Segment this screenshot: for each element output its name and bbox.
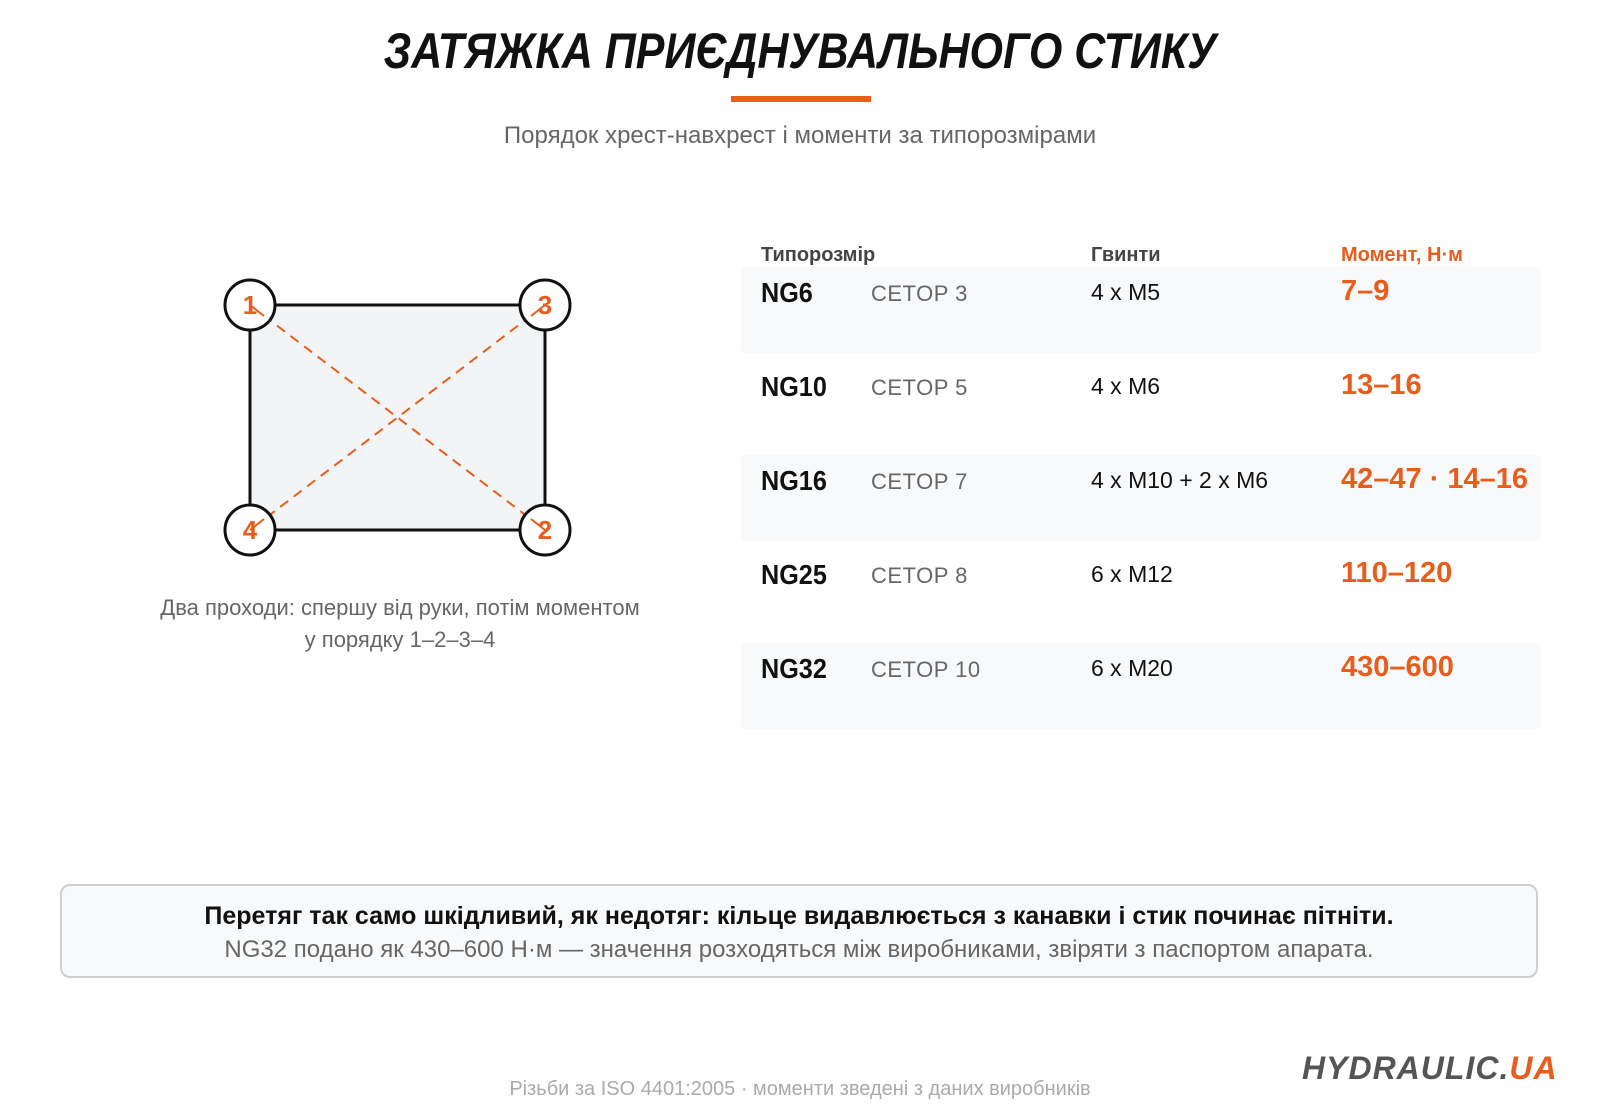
row-sector: CETOP 3 (871, 281, 968, 306)
row-sector: CETOP 10 (871, 657, 981, 682)
caption-line-1: Два проходи: спершу від руки, потім моментом (160, 595, 640, 620)
row-bolts: 4 x M5 (1091, 279, 1161, 305)
title-underline (731, 96, 871, 102)
table-row (741, 549, 1541, 635)
bolt-3-label: 3 (537, 290, 553, 320)
brand-logo (1302, 1050, 1558, 1087)
row-size: NG32 (761, 653, 827, 684)
bolt-2-label: 2 (537, 515, 553, 545)
row-sector: CETOP 5 (871, 375, 968, 400)
logo-accent: UA (1509, 1050, 1558, 1086)
row-bolts: 6 x M20 (1091, 655, 1173, 681)
row-torque: 430–600 (1341, 651, 1454, 683)
row-torque: 7–9 (1341, 275, 1390, 307)
row-bolts: 4 x M10 + 2 x M6 (1091, 467, 1269, 493)
page-title: ЗАТЯЖКА ПРИЄДНУВАЛЬНОГО СТИКУ (383, 23, 1217, 79)
row-sector: CETOP 8 (871, 563, 968, 588)
bolt-pattern-diagram (180, 255, 620, 585)
bolt-1-label: 1 (242, 290, 258, 320)
table-row (741, 455, 1541, 541)
row-torque: 110–120 (1341, 557, 1453, 589)
caption-line-2: у порядку 1–2–3–4 (304, 627, 496, 652)
table-row (741, 361, 1541, 447)
row-size: NG10 (761, 371, 827, 402)
row-bolts: 6 x M12 (1091, 561, 1173, 587)
bolt-4-label: 4 (242, 515, 258, 545)
row-size: NG16 (761, 465, 827, 496)
row-torque: 13–16 (1341, 369, 1422, 401)
warning-note (60, 884, 1538, 978)
header-torque: Момент, Н·м (1341, 244, 1463, 266)
row-torque: 42–47 · 14–16 (1341, 463, 1529, 495)
row-size: NG6 (761, 277, 813, 308)
logo-main: HYDRAULIC. (1302, 1050, 1510, 1086)
header-bolts: Гвинти (1091, 244, 1161, 266)
row-size: NG25 (761, 559, 827, 590)
table-row (741, 267, 1541, 353)
row-sector: CETOP 7 (871, 469, 968, 494)
table-row (741, 643, 1541, 729)
footer-source: Різьби за ISO 4401:2005 · моменти зведені з даних виробників (509, 1078, 1091, 1100)
diagram-caption (100, 592, 700, 656)
header-size: Типорозмір (761, 244, 876, 266)
bolt-pattern-svg (180, 255, 620, 585)
page-subtitle: Порядок хрест-навхрест і моменти за типорозмірами (503, 122, 1097, 149)
row-bolts: 4 x M6 (1091, 373, 1161, 399)
note-main-text: Перетяг так само шкідливий, як недотяг: кільце видавлюється з канавки і стик починає пітніти. (204, 902, 1394, 930)
note-sub-text: NG32 подано як 430–600 Н·м — значення розходяться між виробниками, звіряти з паспортом апарата. (224, 936, 1374, 963)
